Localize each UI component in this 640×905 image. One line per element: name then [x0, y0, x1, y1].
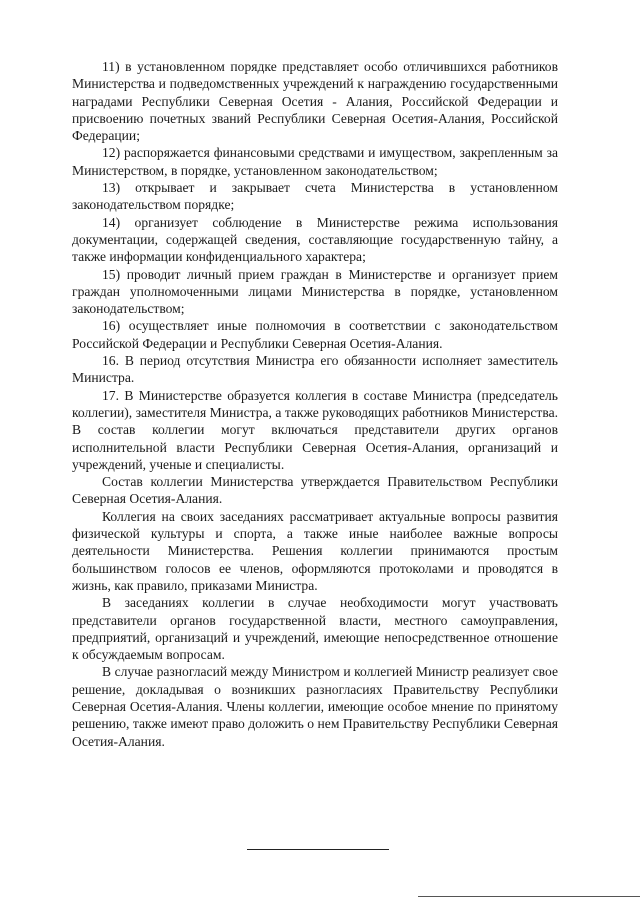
paragraph-item-16: 16) осуществляет иные полномочия в соответствии с законодательством Российской Федерации и Республики Северная Осетия-Алания.	[72, 318, 558, 351]
paragraph-disagreements: В случае разногласий между Министром и коллегией Министр реализует свое решение, докладывая о возникших разногласиях Правительству Республики Северная Осетия-Алания. Члены коллегии, имеющие особое мнение по принятому решению, также имеют право доложить о нем Правительству Республики Северная Осетия-Алания.	[72, 664, 558, 749]
footer-rule	[418, 896, 640, 897]
end-separator-line	[247, 849, 389, 850]
paragraph-collegium-participants: В заседаниях коллегии в случае необходимости могут участвовать представители органов государственной власти, местного самоуправления, предприятий, организаций и учреждений, имеющие непосредственное отношение к обсуждаемым вопросам.	[72, 595, 558, 663]
paragraph-item-12: 12) распоряжается финансовыми средствами и имуществом, закрепленным за Министерством, в порядке, установленном законодательством;	[72, 145, 558, 178]
paragraph-section-17: 17. В Министерстве образуется коллегия в составе Министра (председатель коллегии), заместителя Министра, а также руководящих работников Министерства. В состав коллегии могут включаться представители других органов исполнительной власти Республики Северная Осетия-Алания, организаций и учреждений, ученые и специалисты.	[72, 387, 558, 472]
paragraph-item-13: 13) открывает и закрывает счета Министерства в установленном законодательством порядке;	[72, 180, 558, 213]
paragraph-collegium-composition: Состав коллегии Министерства утверждается Правительством Республики Северная Осетия-Алания.	[72, 474, 558, 507]
paragraph-section-16: 16. В период отсутствия Министра его обязанности исполняет заместитель Министра.	[72, 353, 558, 386]
paragraph-collegium-meetings: Коллегия на своих заседаниях рассматривает актуальные вопросы развития физической культуры и спорта, а также иные наиболее важные вопросы деятельности Министерства. Решения коллегии принимаются простым большинством голосов ее членов, оформляются протоколами и проводятся в жизнь, как правило, приказами Министра.	[72, 508, 558, 593]
paragraph-item-15: 15) проводит личный прием граждан в Министерстве и организует прием граждан уполномоченными лицами Министерства в порядке, установленном законодательством;	[72, 266, 558, 317]
paragraph-item-14: 14) организует соблюдение в Министерстве режима использования документации, содержащей сведения, составляющие государственную тайну, а также информации конфиденциального характера;	[72, 214, 558, 265]
paragraph-item-11: 11) в установленном порядке представляет особо отличившихся работников Министерства и подведомственных учреждений к награждению государственными наградами Республики Северная Осетия - Алания, Российской Федерации и присвоению почетных званий Республики Северная Осетия-Алания, Российской Федерации;	[72, 59, 558, 144]
